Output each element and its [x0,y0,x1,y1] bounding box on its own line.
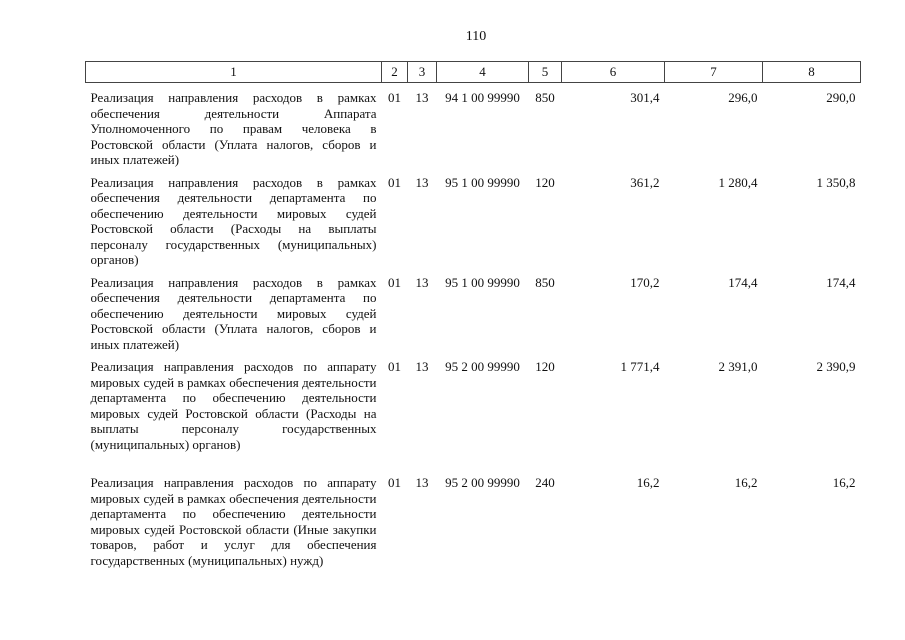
section-code: 01 [388,359,401,374]
subsection-code: 13 [415,475,429,490]
section-code: 01 [388,90,401,105]
table-row [86,268,861,353]
target-article-code: 95 1 00 99990 [445,274,520,290]
amount-col-6: 1 771,4 [620,359,660,374]
target-article-code: 95 2 00 99990 [445,475,520,490]
amount-col-8: 290,0 [826,90,856,105]
target-article-code: 95 1 00 99990 [445,174,520,190]
amount-col-7: 1 280,4 [718,174,758,190]
row-description: Реализация направления расходов в рамках обеспечения деятельности департамента по обеспечению деятельности мировых судей Ростовской области (Расходы на выплаты персоналу государственных (муниципальных) органов) [90,174,377,267]
budget-table [85,61,861,581]
subsection-code: 13 [415,274,429,290]
table-row [86,83,861,168]
subsection-code: 13 [415,359,429,374]
amount-col-6: 170,2 [630,274,660,290]
column-header-1: 1 [86,62,382,83]
expense-type-code: 120 [535,359,555,374]
amount-col-7: 296,0 [728,90,758,105]
target-article-code: 94 1 00 99990 [445,90,520,105]
expense-type-code: 850 [535,90,555,105]
table-row [86,352,861,468]
section-code: 01 [388,475,401,490]
column-header-6: 6 [562,62,665,83]
page-number: 110 [465,29,487,44]
expense-type-code: 120 [535,174,555,190]
subsection-code: 13 [415,174,429,190]
amount-col-8: 1 350,8 [816,174,856,190]
row-description: Реализация направления расходов по аппарату мировых судей в рамках обеспечения деятельности департамента по обеспечению деятельности мировых судей Ростовской области (Иные закупки товаров, работ и услуг для обеспечения государственных (муниципальных) нужд) [90,475,377,568]
row-description: Реализация направления расходов в рамках обеспечения деятельности департамента по обеспечению деятельности мировых судей Ростовской области (Уплата налогов, сборов и иных платежей) [90,274,377,352]
column-header-8: 8 [763,62,861,83]
amount-col-8: 174,4 [826,274,856,290]
subsection-code: 13 [415,90,429,105]
column-header-2: 2 [382,62,408,83]
table-row [86,168,861,268]
section-code: 01 [388,174,401,190]
amount-col-7: 16,2 [734,475,758,490]
column-header-4: 4 [437,62,529,83]
column-header-7: 7 [665,62,763,83]
row-description: Реализация направления расходов по аппарату мировых судей в рамках обеспечения деятельности департамента по обеспечению деятельности мировых судей Ростовской области (Расходы на выплаты персоналу государственных (муниципальных) органов) [90,359,377,452]
table-row [86,468,861,581]
section-code: 01 [388,274,401,290]
column-header-row [86,62,861,83]
target-article-code: 95 2 00 99990 [445,359,520,374]
amount-col-6: 361,2 [630,174,660,190]
amount-col-8: 16,2 [832,475,856,490]
amount-col-8: 2 390,9 [816,359,856,374]
row-description: Реализация направления расходов в рамках обеспечения деятельности Аппарата Уполномоченного по правам человека в Ростовской области (Уплата налогов, сборов и иных платежей) [90,90,377,167]
expense-type-code: 240 [535,475,555,490]
expense-type-code: 850 [535,274,555,290]
amount-col-6: 301,4 [630,90,660,105]
column-header-3: 3 [408,62,437,83]
column-header-5: 5 [529,62,562,83]
amount-col-6: 16,2 [636,475,660,490]
amount-col-7: 2 391,0 [718,359,758,374]
amount-col-7: 174,4 [728,274,758,290]
